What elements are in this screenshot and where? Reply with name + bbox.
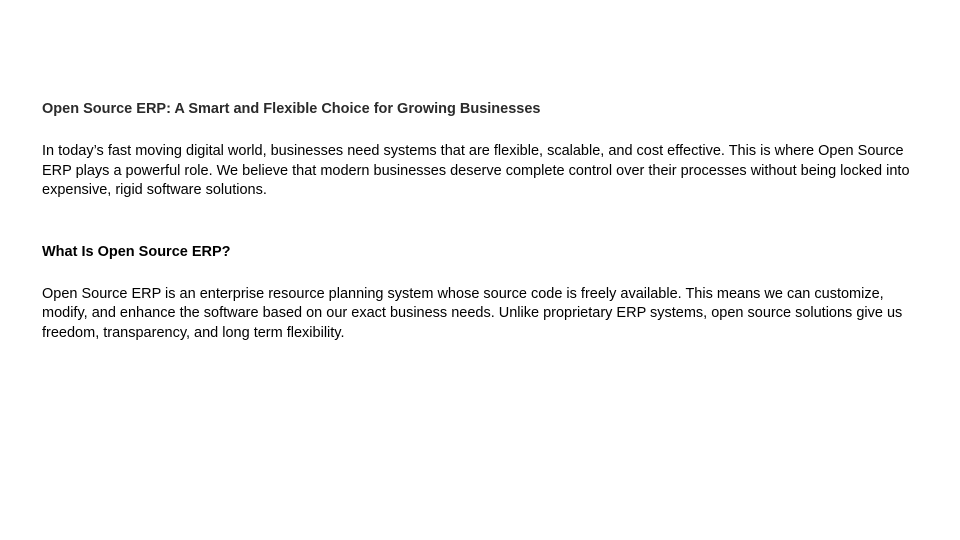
main-heading: Open Source ERP: A Smart and Flexible Choice for Growing Businesses [42,101,541,117]
intro-paragraph: In today’s fast moving digital world, businesses need systems that are flexible, scalable, and cost effective. This is where Open Source ERP plays a powerful role. We believe that modern businesses deserve complete control over their processes without being locked into expensive, rigid software solutions. [42,143,910,198]
section-heading: What Is Open Source ERP? [42,243,231,260]
section-paragraph: Open Source ERP is an enterprise resource planning system whose source code is freely available. This means we can customize, modify, and enhance the software based on our exact business needs. Unlike proprietary ERP systems, open source solutions give us freedom, transparency, and long term flexibility. [42,285,903,341]
